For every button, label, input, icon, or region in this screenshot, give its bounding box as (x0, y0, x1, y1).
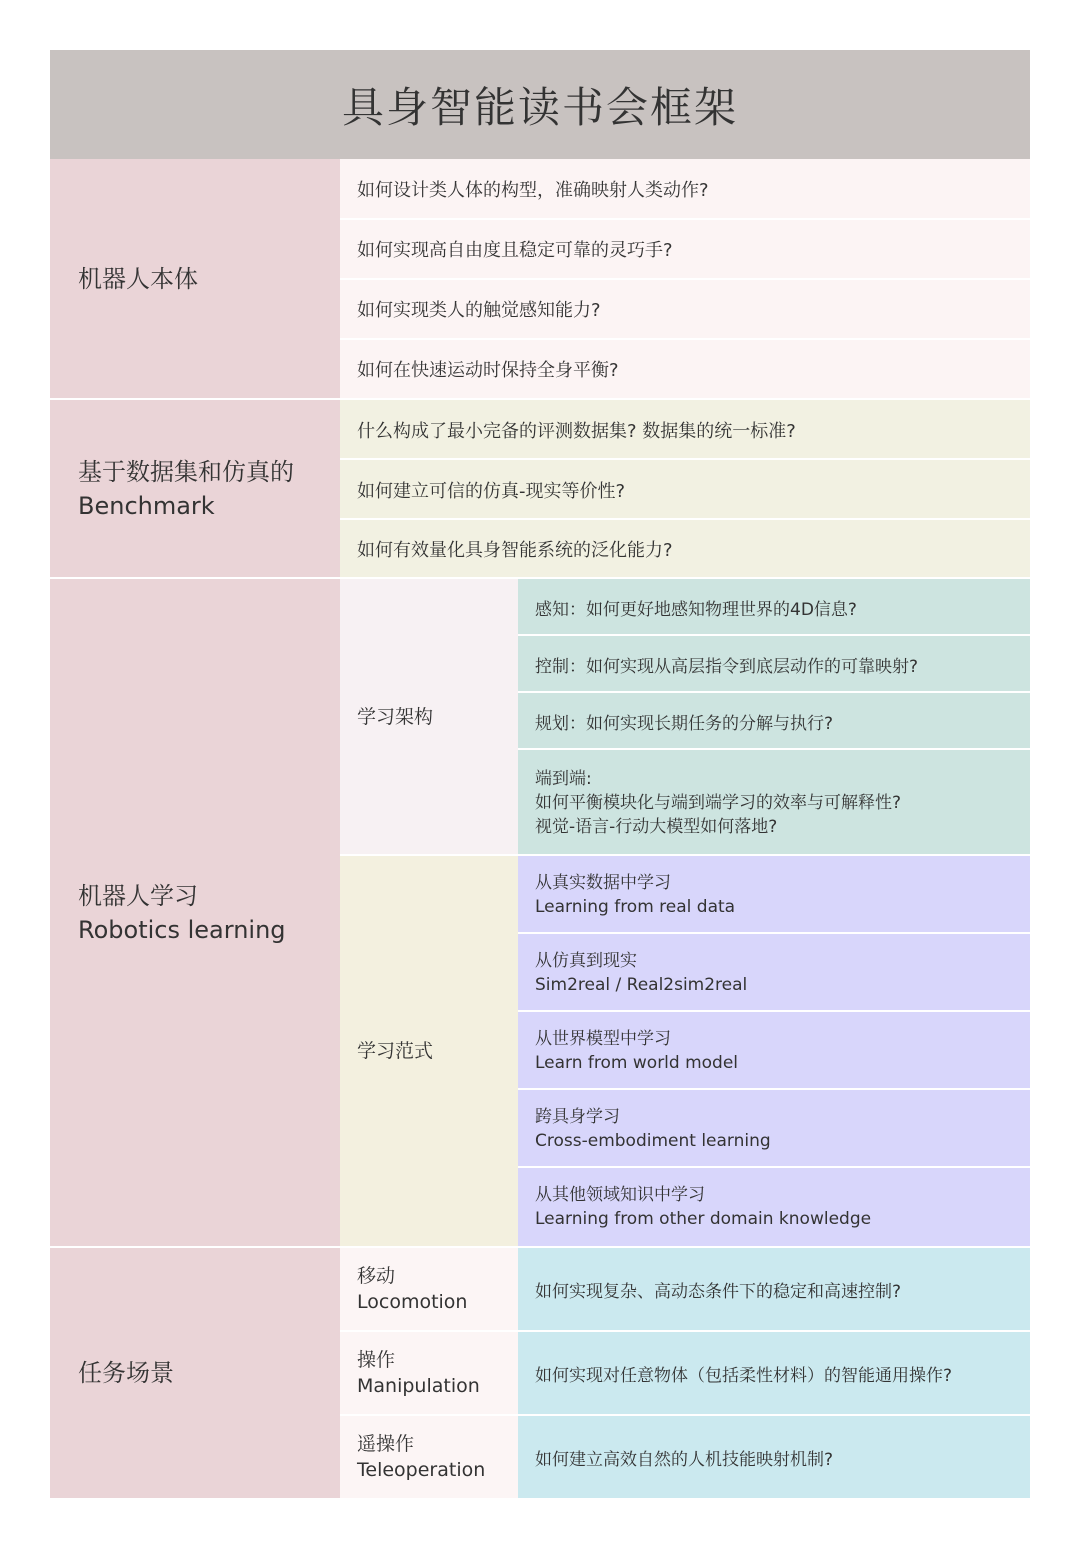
question-text: 如何有效量化具身智能系统的泛化能力? (357, 540, 673, 561)
question-text: 端到端: (535, 768, 592, 789)
question-text: 如何实现类人的触觉感知能力? (357, 300, 601, 321)
question-text: 视觉-语言-行动大模型如何落地? (535, 816, 778, 837)
question-text: 如何平衡模块化与端到端学习的效率与可解释性? (535, 792, 902, 813)
paradigm-zh: 从仿真到现实 (535, 950, 637, 971)
paradigm-row (518, 856, 1030, 933)
paradigm-zh: 从真实数据中学习 (535, 872, 671, 893)
subcategory-label: 学习范式 (357, 1040, 434, 1062)
task-question (518, 1416, 1030, 1498)
paradigm-row (518, 1168, 1030, 1246)
task-name (340, 1416, 518, 1498)
category-tasks (50, 1248, 340, 1498)
task-en: Locomotion (357, 1291, 468, 1313)
category-label-en: Robotics learning (78, 915, 286, 944)
question-row (518, 693, 1030, 749)
task-zh: 操作 (357, 1349, 396, 1371)
category-benchmark (50, 400, 340, 578)
category-robot-body (50, 159, 340, 399)
task-name (340, 1248, 518, 1330)
subcategory-architecture (340, 579, 518, 855)
task-zh: 移动 (357, 1265, 396, 1287)
task-name (340, 1332, 518, 1414)
paradigm-row (518, 1012, 1030, 1089)
question-row (340, 460, 1030, 519)
framework-table (50, 50, 1030, 1498)
question-row (518, 636, 1030, 692)
category-label: 基于数据集和仿真的 (78, 458, 294, 486)
question-row (340, 279, 1030, 339)
question-row-end-to-end (518, 750, 1030, 855)
task-question (518, 1332, 1030, 1414)
paradigm-en: Sim2real / Real2sim2real (535, 974, 748, 995)
paradigm-en: Learn from world model (535, 1052, 739, 1073)
paradigm-row (518, 934, 1030, 1011)
question-row (518, 579, 1030, 635)
question-text: 规划：如何实现长期任务的分解与执行? (535, 713, 834, 734)
paradigm-en: Learning from real data (535, 896, 736, 917)
paradigm-zh: 跨具身学习 (535, 1106, 620, 1127)
paradigm-zh: 从其他领域知识中学习 (535, 1185, 705, 1205)
task-en: Teleoperation (357, 1459, 486, 1481)
question-text: 如何建立高效自然的人机技能映射机制? (535, 1449, 834, 1470)
question-text: 如何实现对任意物体（包括柔性材料）的智能通用操作? (535, 1365, 953, 1386)
question-row (340, 339, 1030, 399)
task-en: Manipulation (357, 1375, 480, 1397)
subcategory-paradigm (340, 856, 518, 1246)
category-label: 任务场景 (78, 1359, 174, 1387)
paradigm-zh: 从世界模型中学习 (535, 1028, 671, 1049)
category-label: 机器人学习 (78, 881, 198, 910)
question-row (340, 520, 1030, 578)
paradigm-en: Cross-embodiment learning (535, 1130, 771, 1151)
category-label: 机器人本体 (78, 265, 198, 293)
question-text: 感知：如何更好地感知物理世界的4D信息? (535, 599, 857, 620)
question-text: 控制：如何实现从高层指令到底层动作的可靠映射? (535, 656, 919, 677)
task-zh: 遥操作 (357, 1433, 415, 1455)
question-text: 什么构成了最小完备的评测数据集? 数据集的统一标准? (357, 420, 796, 442)
question-text: 如何实现复杂、高动态条件下的稳定和高速控制? (535, 1281, 902, 1302)
question-row (340, 159, 1030, 219)
question-text: 如何建立可信的仿真-现实等价性? (357, 480, 626, 502)
task-question (518, 1248, 1030, 1330)
category-label-en: Benchmark (78, 492, 215, 520)
subcategory-label: 学习架构 (357, 706, 434, 728)
question-row (340, 400, 1030, 459)
page-title: 具身智能读书会框架 (50, 50, 1030, 159)
question-text: 如何设计类人体的构型，准确映射人类动作? (357, 180, 709, 201)
question-text: 如何在快速运动时保持全身平衡? (357, 360, 619, 381)
question-text: 如何实现高自由度且稳定可靠的灵巧手? (357, 240, 673, 261)
paradigm-row (518, 1090, 1030, 1167)
question-row (340, 219, 1030, 279)
paradigm-en: Learning from other domain knowledge (535, 1209, 872, 1229)
category-robot-learning (50, 579, 340, 1246)
